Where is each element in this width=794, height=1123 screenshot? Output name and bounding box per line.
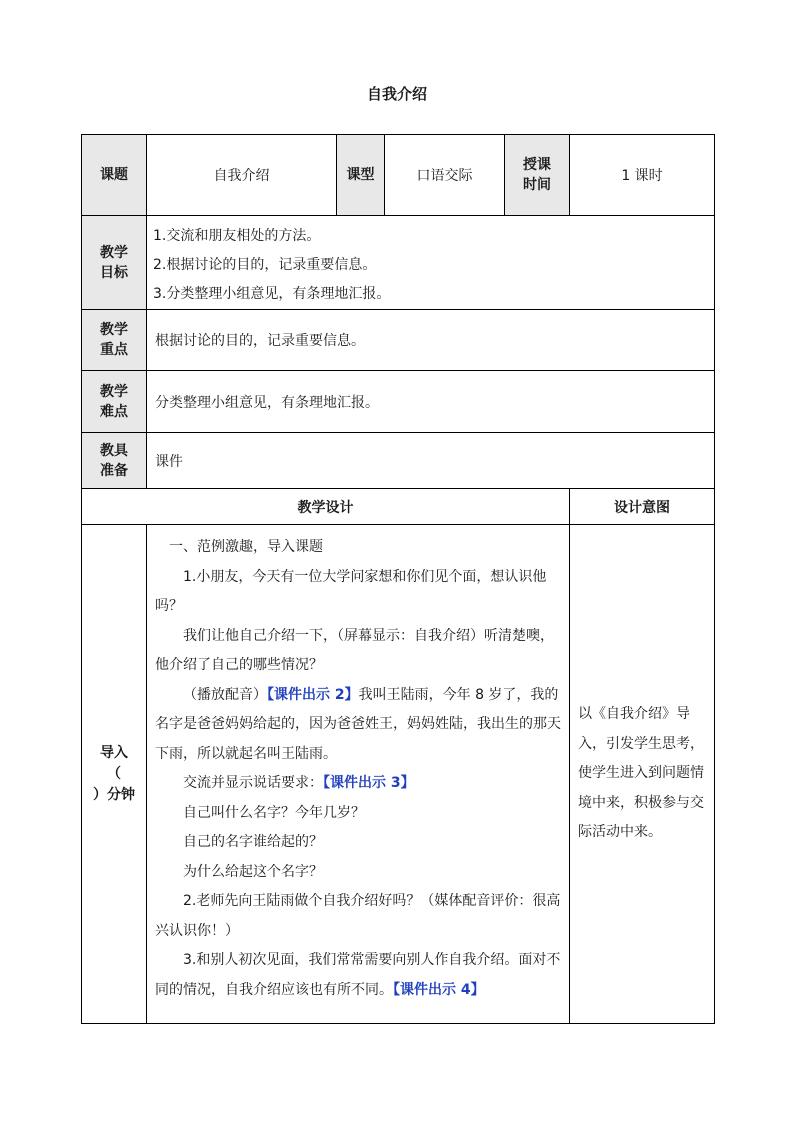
- goals-row: [82, 216, 715, 310]
- section-label-mid: （: [107, 765, 121, 782]
- question-3: 为什么给起这个名字？: [183, 863, 323, 880]
- label-time: 授课时间: [505, 135, 570, 216]
- design-header-row: [82, 489, 715, 525]
- section-label-top: 导入: [100, 744, 128, 761]
- key-points-row: [82, 310, 715, 371]
- courseware-tag: 【课件出示 4】: [393, 981, 485, 998]
- section-label-bottom: ）分钟: [93, 786, 135, 803]
- paragraph-1: 1.小朋友，今天有一位大学问家想和你们见个面，想认识他吗？: [155, 568, 547, 614]
- goals-list: [147, 216, 715, 310]
- difficulties-label: 教学难点: [82, 371, 147, 433]
- courseware-tag: 【课件出示 3】: [323, 775, 415, 791]
- design-header: 教学设计: [82, 489, 570, 525]
- paragraph-4: 交流并显示说话要求：【课件出示 3】: [183, 775, 415, 791]
- materials-text: 课件: [147, 433, 715, 489]
- intro-row: [82, 525, 715, 1024]
- goal-item: 2.根据讨论的目的，记录重要信息。: [153, 257, 377, 273]
- page-title: 自我介绍: [366, 85, 427, 103]
- key-points-text: 根据讨论的目的，记录重要信息。: [147, 310, 715, 371]
- label-type: 课型: [337, 135, 385, 216]
- label-topic: 课题: [82, 135, 147, 216]
- design-intent: 以《自我介绍》导入，引发学生思考，使学生进入到问题情境中来，积极参与交际活动中来。: [570, 525, 715, 1024]
- section-label: [82, 525, 147, 1024]
- goal-item: 3.分类整理小组意见，有条理地汇报。: [153, 286, 391, 302]
- lesson-plan-table: [81, 134, 715, 1024]
- difficulties-row: [82, 371, 715, 433]
- paragraph-2: 我们让他自己介绍一下，（屏幕显示：自我介绍）听清楚噢，他介绍了自己的哪些情况？: [155, 627, 554, 673]
- materials-row: [82, 433, 715, 489]
- difficulties-text: 分类整理小组意见，有条理地汇报。: [147, 371, 715, 433]
- goals-label: 教学目标: [82, 216, 147, 310]
- materials-label: 教具准备: [82, 433, 147, 489]
- key-points-label: 教学重点: [82, 310, 147, 371]
- paragraph-6: 3.和别人初次见面，我们常常需要向别人作自我介绍。面对不同的情况，自我介绍应该也有所不同。【课件出示 4】: [155, 952, 561, 998]
- section-heading: 一、范例激趣，导入课题: [169, 539, 323, 555]
- question-1: 自己叫什么名字？今年几岁？: [183, 804, 365, 821]
- time-value: 1 课时: [570, 135, 715, 216]
- intent-header: 设计意图: [570, 489, 715, 525]
- section-body: [147, 525, 570, 1024]
- paragraph-5: 2.老师先向王陆雨做个自我介绍好吗？（媒体配音评价：很高兴认识你！）: [155, 893, 561, 939]
- topic-value: 自我介绍: [147, 135, 337, 216]
- paragraph-3: （播放配音）【课件出示 2】我叫王陆雨，今年 8 岁了，我的名字是爸爸妈妈给起的，因为爸爸姓王，妈妈姓陆，我出生的那天下雨，所以就起名叫王陆雨。: [155, 686, 561, 762]
- info-row: [82, 135, 715, 216]
- goal-item: 1.交流和朋友相处的方法。: [153, 228, 321, 244]
- courseware-tag: 【课件出示 2】: [267, 686, 359, 703]
- question-2: 自己的名字谁给起的？: [183, 834, 323, 850]
- type-value: 口语交际: [385, 135, 505, 216]
